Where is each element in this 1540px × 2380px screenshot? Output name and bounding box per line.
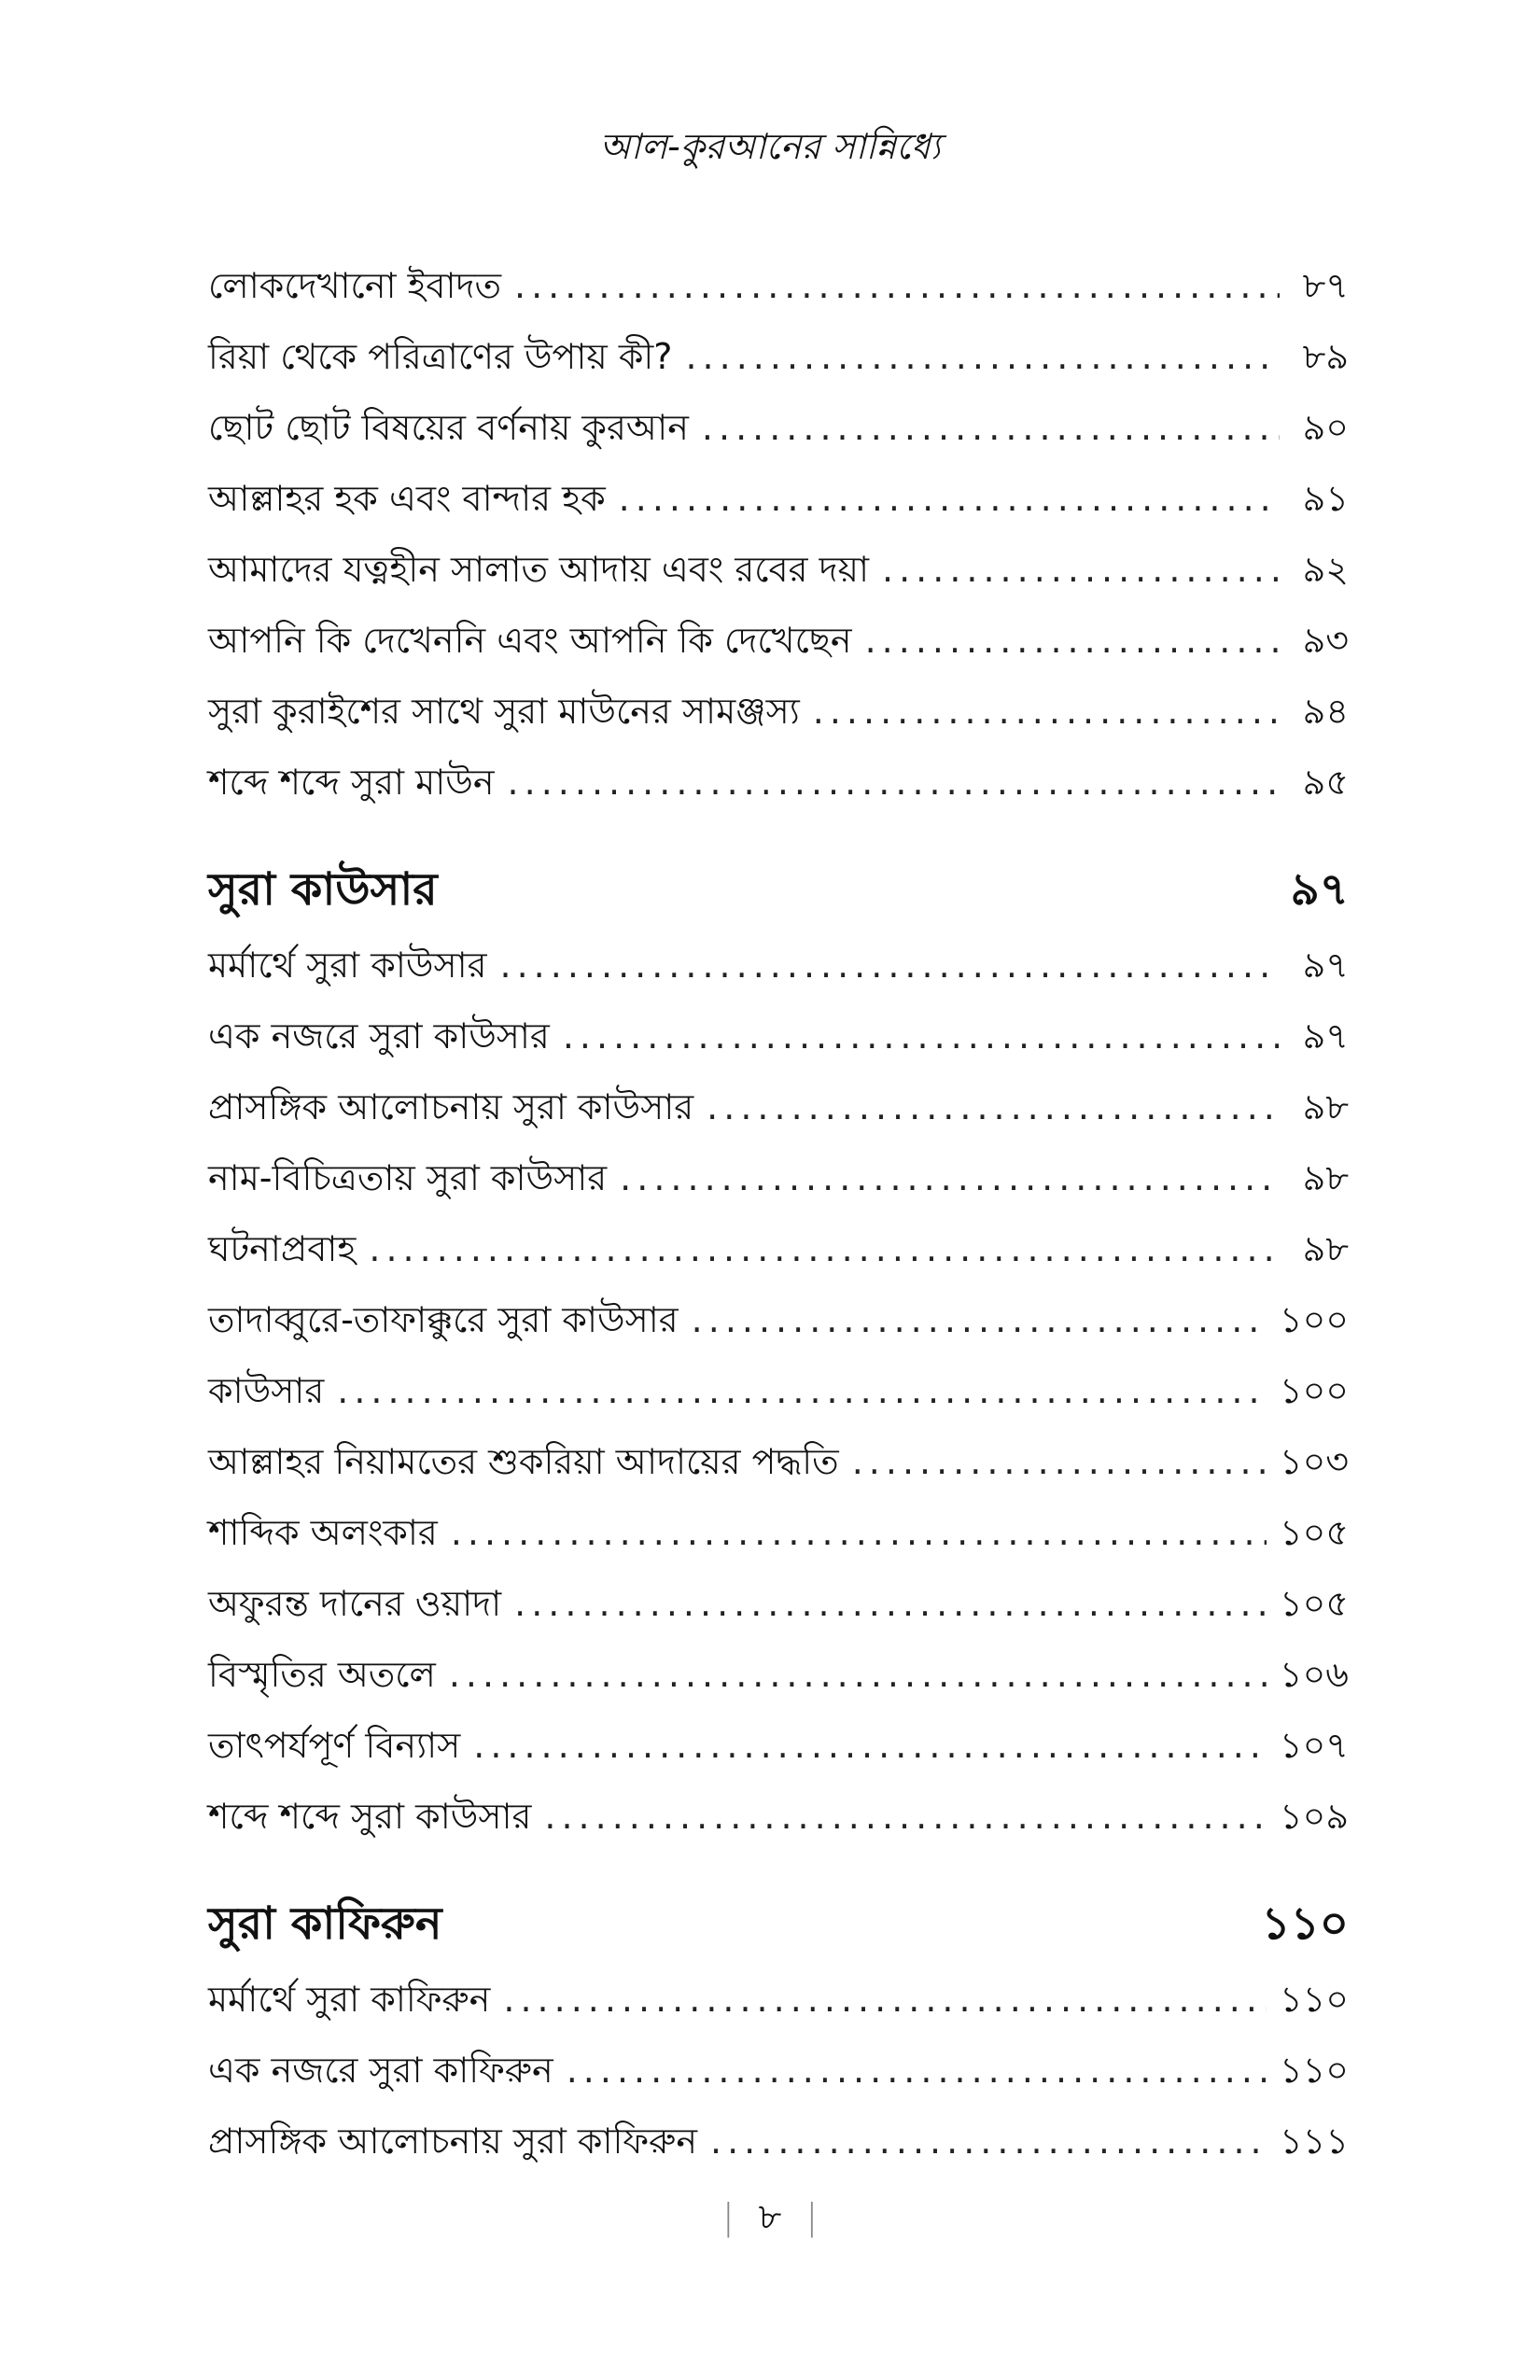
toc-entry[interactable] — [208, 392, 1349, 463]
dot-leader — [685, 321, 1280, 392]
dot-leader — [449, 1639, 1267, 1710]
dot-leader — [619, 463, 1280, 534]
dot-leader — [852, 1426, 1267, 1497]
toc-entry[interactable] — [208, 1213, 1349, 1284]
toc-entry-title: আমাদের যত্নহীন সালাত আদায় এবং রবের দয়া — [208, 549, 869, 590]
toc-entry[interactable] — [208, 1355, 1349, 1426]
toc-entry-title: মর্মার্থে সুরা কাফিরুন — [208, 1979, 491, 2020]
toc-entry-page: ১১০ — [1279, 1979, 1349, 2020]
toc-entry-page: ৯০ — [1302, 407, 1349, 448]
dot-leader — [882, 534, 1280, 605]
toc-entry-page: ৯৮ — [1302, 1157, 1349, 1198]
toc-entry[interactable] — [208, 1142, 1349, 1213]
dot-leader — [514, 1568, 1267, 1639]
toc-entry-title: শাব্দিক অলংকার — [208, 1512, 438, 1553]
dot-leader — [692, 1284, 1267, 1355]
toc-entry-title: প্রাসঙ্গিক আলোচনায় সুরা কাউসার — [208, 1086, 694, 1127]
toc-entry[interactable] — [208, 1497, 1349, 1568]
toc-entry-page: ১০৫ — [1279, 1512, 1349, 1553]
toc-entry[interactable] — [208, 2106, 1349, 2177]
toc-entry-title: মর্মার্থে সুরা কাউসার — [208, 945, 487, 986]
toc-entry[interactable] — [208, 605, 1349, 676]
section-heading[interactable] — [208, 855, 1349, 930]
dot-leader — [710, 2106, 1267, 2177]
section-heading-title: সুরা কাফিরুন — [208, 1897, 442, 1950]
toc-entry-page: ৯২ — [1302, 549, 1349, 590]
toc-entry-page: ১০৬ — [1279, 1654, 1349, 1695]
section-heading-page: ১১০ — [1261, 1897, 1349, 1950]
toc-entry-title: শব্দে শব্দে সুরা মাউন — [208, 762, 495, 803]
toc-entry-title: নাম-বিচিত্রতায় সুরা কাউসার — [208, 1157, 608, 1198]
toc-entry[interactable] — [208, 1781, 1349, 1852]
toc-entry-page: ৯৩ — [1302, 620, 1349, 661]
toc-entry[interactable] — [208, 250, 1349, 321]
toc-entry[interactable] — [208, 1639, 1349, 1710]
toc-entry[interactable] — [208, 1001, 1349, 1071]
toc-entry-title: তাদাব্বুরে-তাফাক্কুরে সুরা কাউসার — [208, 1299, 679, 1340]
toc-entry-page: ৯৪ — [1302, 691, 1349, 732]
section-heading[interactable] — [208, 1889, 1349, 1964]
dot-leader — [707, 1071, 1280, 1142]
toc-entry[interactable] — [208, 747, 1349, 818]
toc-entry[interactable] — [208, 930, 1349, 1001]
dot-leader — [563, 1001, 1280, 1071]
toc-entry[interactable] — [208, 2035, 1349, 2106]
dot-leader — [865, 605, 1280, 676]
dot-leader — [544, 1781, 1267, 1852]
toc-entry-title: অফুরন্ত দানের ওয়াদা — [208, 1583, 502, 1624]
running-title: আল-কুরআনের সান্নিধ্যে — [599, 126, 941, 167]
dot-leader — [473, 1710, 1267, 1781]
toc-section — [208, 855, 1349, 1852]
toc-entry[interactable] — [208, 676, 1349, 747]
toc-entry-page: ১০০ — [1279, 1299, 1349, 1340]
toc-entry-page: ৯৭ — [1302, 945, 1349, 986]
dot-leader — [500, 930, 1280, 1001]
toc-entry-title: রিয়া থেকে পরিত্রাণের উপায় কী? — [208, 336, 673, 377]
toc-entry-page: ৮৯ — [1302, 336, 1349, 377]
toc-entry[interactable] — [208, 534, 1349, 605]
toc-entry-page: ৯৮ — [1302, 1086, 1349, 1127]
dot-leader — [813, 676, 1280, 747]
toc-entry-title: কাউসার — [208, 1370, 325, 1411]
dot-leader — [451, 1497, 1267, 1568]
toc-entry-page: ৯১ — [1302, 478, 1349, 519]
dot-leader — [369, 1213, 1280, 1284]
toc-entry-page: ১০৭ — [1279, 1725, 1349, 1766]
toc-entry-title: ঘটনাপ্রবাহ — [208, 1228, 357, 1269]
toc-section — [208, 1889, 1349, 2177]
toc-entry-title: আপনি কি দেখেননি এবং আপনি কি দেখেছেন — [208, 620, 852, 661]
toc-entry-title: লোকদেখানো ইবাদত — [208, 265, 502, 306]
page-number-value: ৮ — [758, 2196, 782, 2237]
toc-entry-title: শব্দে শব্দে সুরা কাউসার — [208, 1796, 532, 1837]
toc-entry-page: ১০৩ — [1279, 1441, 1349, 1482]
toc-entry-title: প্রাসঙ্গিক আলোচনায় সুরা কাফিরুন — [208, 2121, 698, 2162]
page-number — [0, 2190, 1540, 2249]
dot-leader — [702, 392, 1280, 463]
toc-entry-title: সুরা কুরাইশের সাথে সুরা মাউনের সামঞ্জস্য — [208, 691, 800, 732]
table-of-contents — [208, 250, 1349, 2177]
toc-entry-title: তাৎপর্যপূর্ণ বিন্যাস — [208, 1725, 461, 1766]
toc-entry[interactable] — [208, 1710, 1349, 1781]
toc-entry-page: ৮৭ — [1302, 265, 1349, 306]
toc-entry-title: আল্লাহর হক এবং বান্দার হক — [208, 478, 606, 519]
section-heading-page: ৯৭ — [1290, 863, 1349, 916]
toc-entry[interactable] — [208, 321, 1349, 392]
page-number-divider: | — [721, 2196, 735, 2237]
section-heading-title: সুরা কাউসার — [208, 863, 438, 916]
toc-entry[interactable] — [208, 1964, 1349, 2035]
toc-entry-title: এক নজরে সুরা কাউসার — [208, 1015, 550, 1057]
toc-entry-title: আল্লাহর নিয়ামতের শুকরিয়া আদায়ের পদ্ধতি — [208, 1441, 839, 1482]
dot-leader — [337, 1355, 1267, 1426]
toc-entry-page: ৯৭ — [1302, 1015, 1349, 1057]
toc-entry-page: ৯৫ — [1302, 762, 1349, 803]
toc-entry-page: ৯৮ — [1302, 1228, 1349, 1269]
dot-leader — [620, 1142, 1280, 1213]
toc-entry-page: ১১১ — [1280, 2121, 1349, 2162]
toc-entry-title: এক নজরে সুরা কাফিরুন — [208, 2050, 553, 2091]
toc-entry-page: ১০৫ — [1279, 1583, 1349, 1624]
toc-section — [208, 250, 1349, 818]
toc-entry[interactable] — [208, 1568, 1349, 1639]
dot-leader — [508, 747, 1280, 818]
toc-entry-page: ১১০ — [1279, 2050, 1349, 2091]
toc-entry-title: ছোট ছোট বিষয়ের বর্ণনায় কুরআন — [208, 407, 689, 448]
toc-entry[interactable] — [208, 1426, 1349, 1497]
toc-entry-page: ১০০ — [1279, 1370, 1349, 1411]
dot-leader — [503, 1964, 1267, 2035]
page-number-divider: | — [805, 2196, 819, 2237]
toc-entry[interactable] — [208, 1284, 1349, 1355]
toc-entry[interactable] — [208, 463, 1349, 534]
toc-entry-page: ১০৯ — [1279, 1796, 1349, 1837]
toc-entry[interactable] — [208, 1071, 1349, 1142]
toc-entry-title: বিস্মৃতির অতলে — [208, 1654, 436, 1695]
dot-leader — [514, 250, 1280, 321]
dot-leader — [567, 2035, 1267, 2106]
